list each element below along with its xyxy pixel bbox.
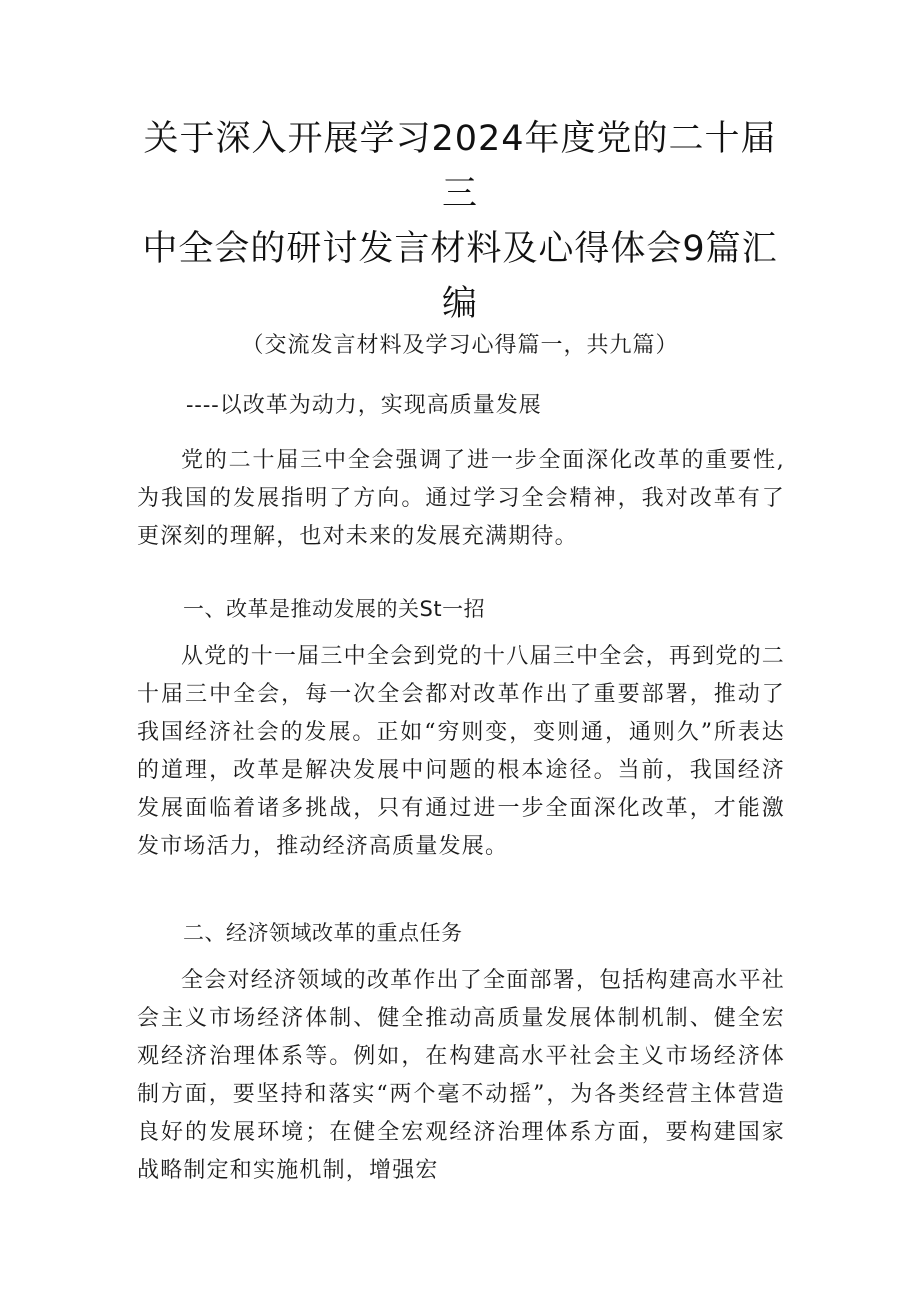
- section-heading-1: 一、改革是推动发展的关St一招: [183, 597, 486, 621]
- title-line-1: 关于深入开展学习2024年度党的二十届三: [143, 119, 777, 214]
- document-subtitle: （交流发言材料及学习心得篇一，共九篇）: [241, 333, 679, 358]
- document-title: [130, 112, 790, 332]
- intro-paragraph: 党的二十届三中全会强调了进一步全面深化改革的重要性,为我国的发展指明了方向。通过学习全会精神，我对改革有了更深刻的理解，也对未来的发展充满期待。: [137, 448, 785, 549]
- section-heading-2: 二、经济领域改革的重点任务: [183, 921, 463, 945]
- section-paragraph-2: 全会对经济领域的改革作出了全面部署，包括构建高水平社会主义市场经济体制、健全推动高质量发展体制机制、健全宏观经济治理体系等。例如，在构建高水平社会主义市场经济体制方面，要坚持和落实“两个毫不动摇”，为各类经营主体营造良好的发展环境；在健全宏观经济治理体系方面，要构建国家战略制定和实施机制，增强宏: [137, 968, 785, 1183]
- title-line-3: 编: [441, 284, 478, 324]
- section-paragraph-1: 从党的十一届三中全会到党的十八届三中全会，再到党的二十届三中全会，每一次全会都对改革作出了重要部署，推动了我国经济社会的发展。正如“穷则变，变则通，通则久”所表达的道理，改革是解决发展中问题的根本途径。当前，我国经济发展面临着诸多挑战，只有通过进一步全面深化改革，才能激发市场活力，推动经济高质量发展。: [137, 644, 785, 859]
- document-tagline: ----以改革为动力，实现高质量发展: [186, 393, 542, 418]
- title-line-2: 中全会的研讨发言材料及心得体会9篇汇: [142, 229, 778, 269]
